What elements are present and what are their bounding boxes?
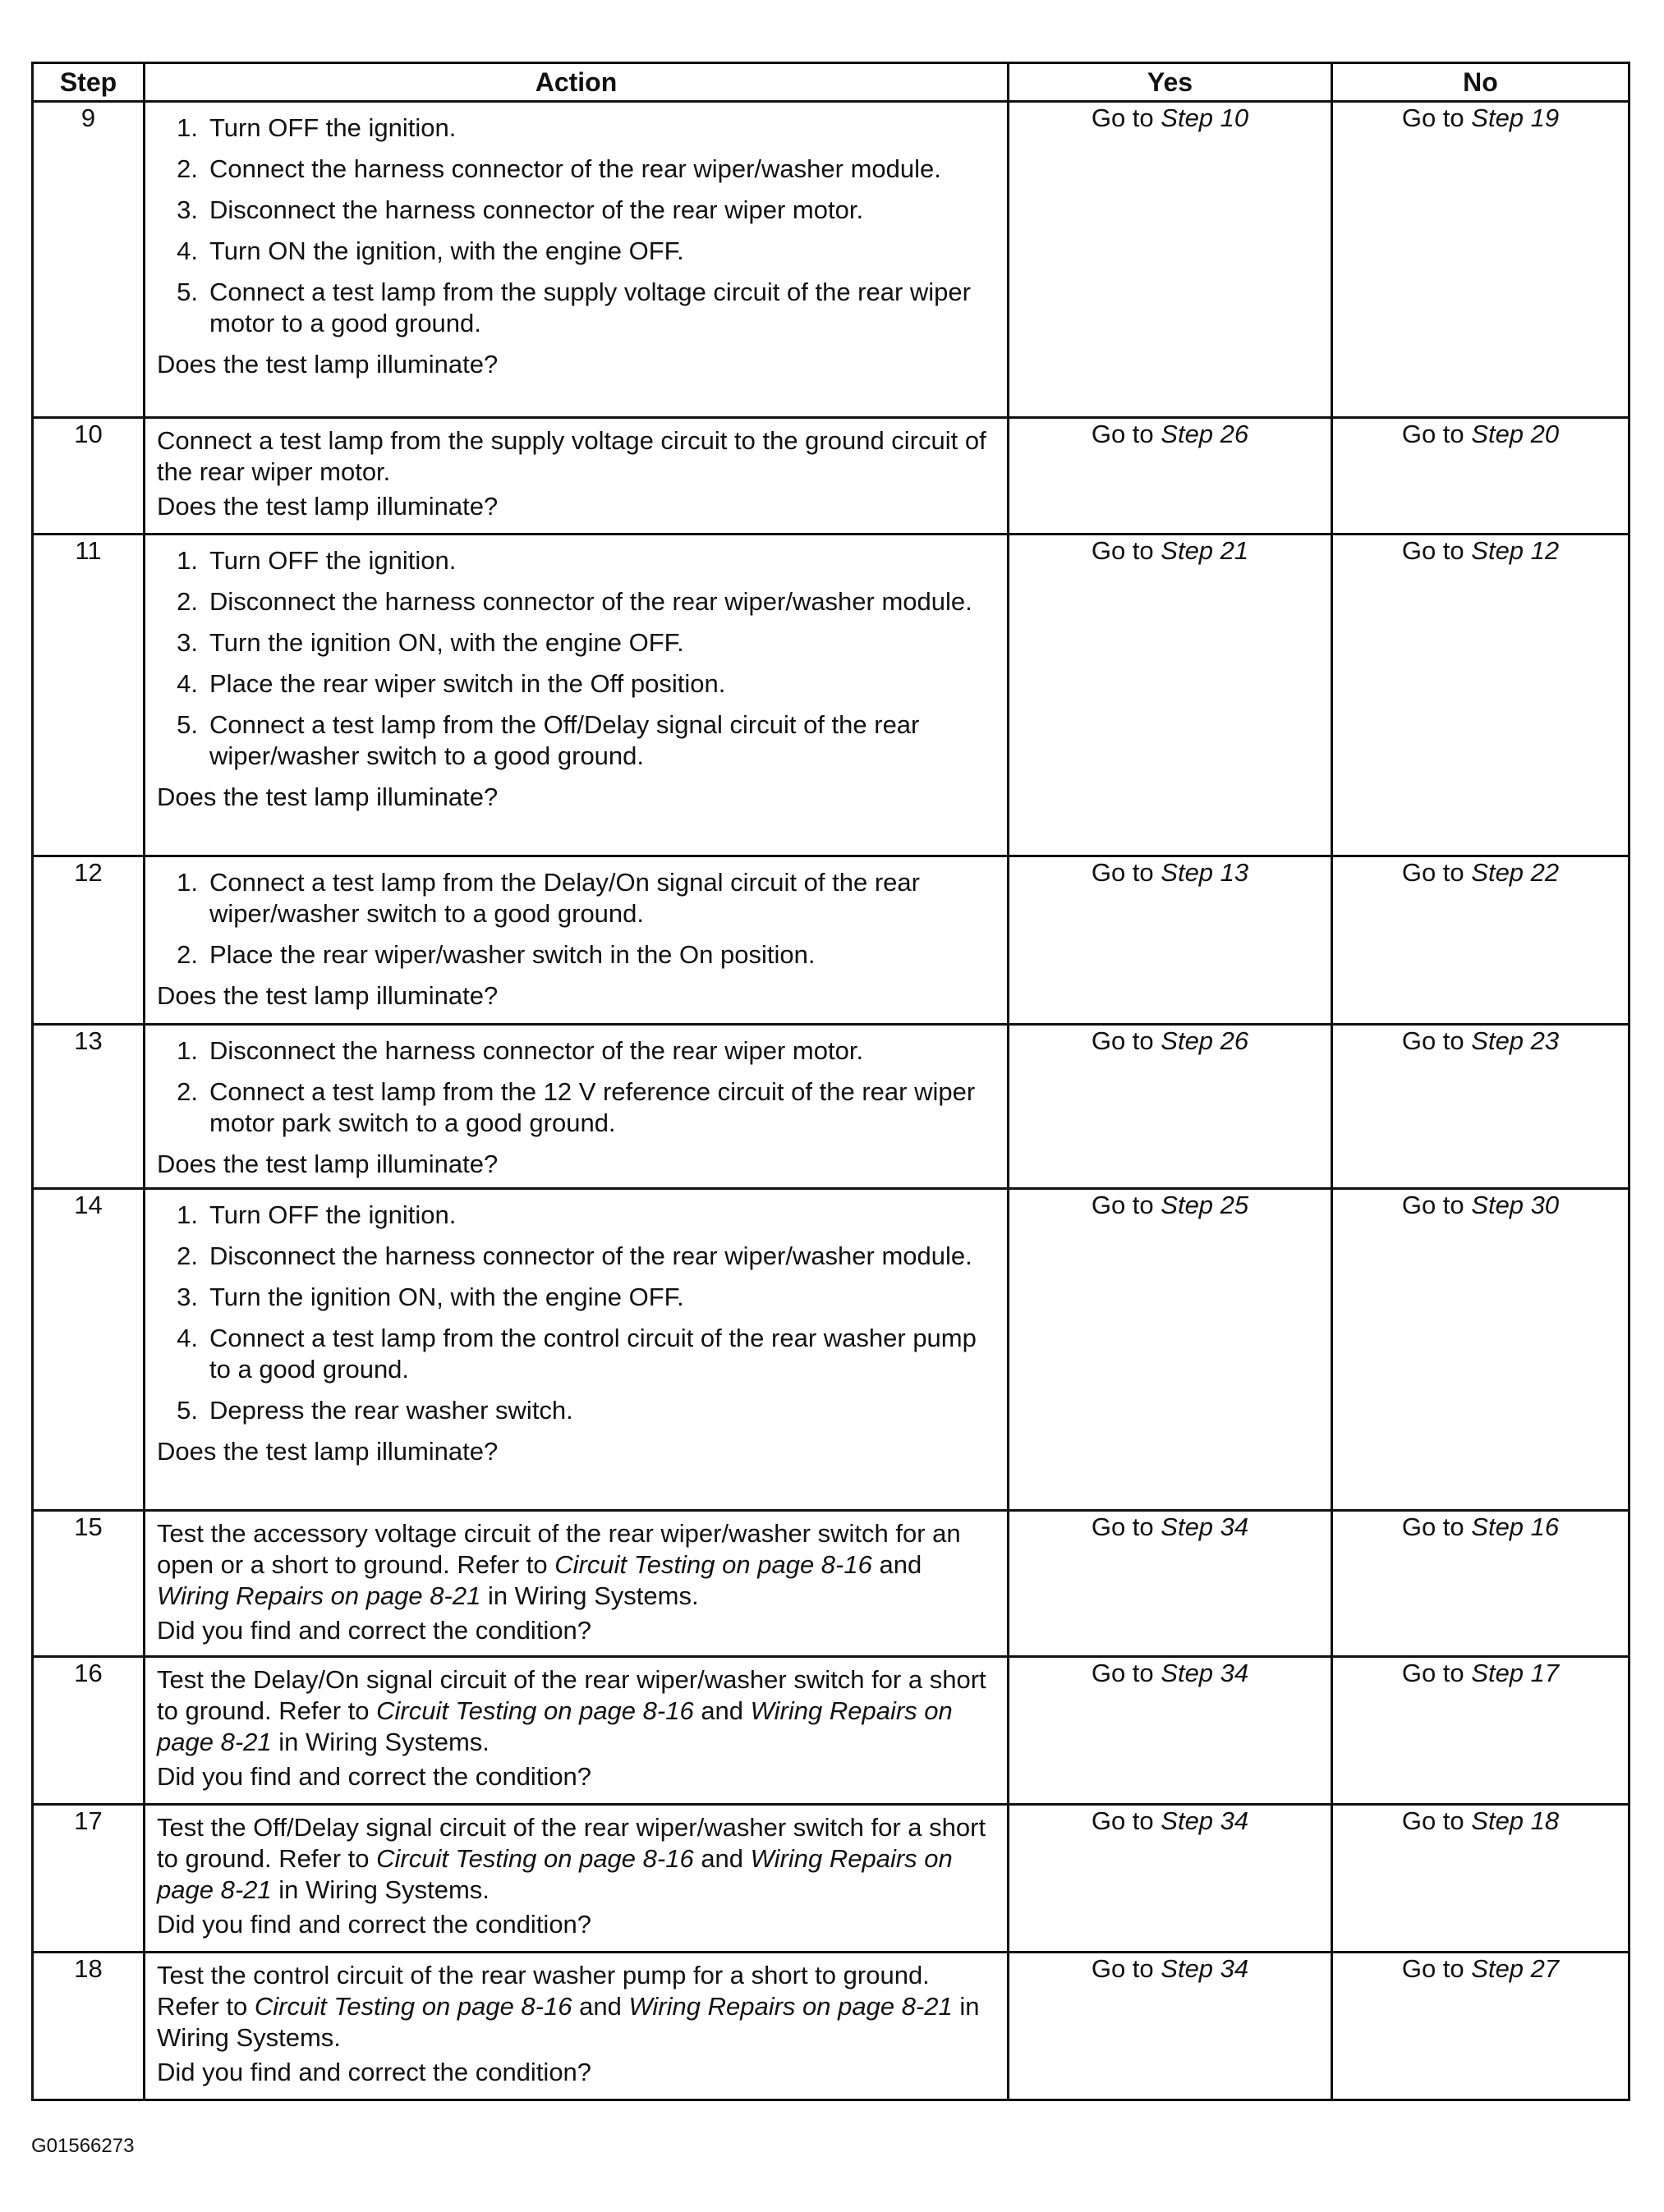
- no-prefix: Go to: [1401, 1191, 1472, 1219]
- no-prefix: Go to: [1401, 1512, 1472, 1541]
- substep-item: [157, 939, 999, 971]
- action-question: Did you find and correct the condition?: [157, 1910, 592, 1939]
- no-result: [1332, 535, 1630, 856]
- action-cell: [145, 1511, 1009, 1657]
- substep-segment: Turn OFF the ignition.: [209, 1200, 457, 1229]
- action-cell: [145, 856, 1009, 1025]
- step-number: 14: [33, 1189, 145, 1511]
- substep-item: [157, 1395, 999, 1426]
- substep-item: [157, 1076, 999, 1139]
- action-paragraph: [157, 425, 999, 488]
- header-step: Step: [33, 63, 145, 102]
- substep-segment: Disconnect the harness connector of the rear wiper/washer module.: [209, 587, 972, 616]
- substep-number: 3.: [177, 1283, 198, 1311]
- substep-list: [157, 112, 999, 339]
- yes-result: [1009, 856, 1332, 1025]
- substep-item: [157, 154, 999, 185]
- paragraph-segment: in Wiring Systems.: [480, 1581, 699, 1610]
- substep-text: [209, 1076, 999, 1139]
- no-target-step: Step 20: [1471, 420, 1560, 448]
- table-row: [33, 1511, 1630, 1657]
- substep-number: 2.: [177, 1077, 198, 1106]
- action-paragraph: [157, 1518, 999, 1612]
- substep-number: 2.: [177, 587, 198, 616]
- yes-target-step: Step 26: [1161, 420, 1249, 448]
- no-target-step: Step 16: [1471, 1512, 1560, 1541]
- substep-segment: Place the rear wiper/washer switch in the On position.: [209, 940, 816, 969]
- no-target-step: Step 30: [1471, 1191, 1560, 1219]
- substep-number: 2.: [177, 940, 198, 969]
- substep-number: 1.: [177, 546, 198, 575]
- substep-item: [157, 1241, 999, 1272]
- substep-text: [209, 545, 999, 576]
- table-row: [33, 102, 1630, 418]
- yes-target-step: Step 25: [1161, 1191, 1249, 1219]
- reference-link-text: Circuit Testing on page 8-16: [376, 1696, 694, 1725]
- figure-id: G01566273: [31, 2135, 135, 2157]
- substep-number: 2.: [177, 154, 198, 183]
- substep-segment: Turn the ignition ON, with the engine OFF.: [209, 628, 684, 657]
- no-result: [1332, 418, 1630, 535]
- substep-number: 3.: [177, 628, 198, 657]
- no-prefix: Go to: [1401, 420, 1472, 448]
- header-yes: Yes: [1009, 63, 1332, 102]
- step-number: 16: [33, 1657, 145, 1805]
- yes-result: [1009, 1805, 1332, 1953]
- substep-text: [209, 1395, 999, 1426]
- paragraph-segment: in Wiring Systems.: [271, 1875, 490, 1904]
- substep-number: 5.: [177, 278, 198, 306]
- table-row: [33, 1805, 1630, 1953]
- substep-number: 1.: [177, 1200, 198, 1229]
- substep-number: 5.: [177, 710, 198, 739]
- paragraph-segment: Test the control circuit of the rear washer pump for a short to ground. Refer to: [157, 1961, 930, 2021]
- yes-prefix: Go to: [1091, 1512, 1161, 1541]
- paragraph-segment: Test the accessory voltage circuit of the rear wiper/washer switch for an open or a short to ground. Refer to: [157, 1519, 961, 1579]
- paragraph-segment: Test the Off/Delay signal circuit of the rear wiper/washer switch for a short to ground. Refer to: [157, 1813, 986, 1873]
- yes-prefix: Go to: [1091, 1806, 1161, 1835]
- no-result: [1332, 856, 1630, 1025]
- yes-target-step: Step 34: [1161, 1806, 1249, 1835]
- no-result: [1332, 1953, 1630, 2100]
- substep-segment: Turn the ignition ON, with the engine OFF.: [209, 1283, 684, 1311]
- yes-target-step: Step 10: [1161, 103, 1249, 132]
- substep-text: [209, 195, 999, 226]
- action-cell: [145, 1657, 1009, 1805]
- substep-number: 4.: [177, 1324, 198, 1352]
- substep-segment: Disconnect the harness connector of the rear wiper/washer module.: [209, 1241, 972, 1270]
- substep-number: 4.: [177, 236, 198, 265]
- substep-text: [209, 112, 999, 144]
- no-target-step: Step 22: [1471, 858, 1560, 887]
- table-row: [33, 1025, 1630, 1189]
- substep-text: [209, 1241, 999, 1272]
- table-body: [33, 102, 1630, 2100]
- table-row: [33, 418, 1630, 535]
- substep-text: [209, 939, 999, 971]
- reference-link-text: Circuit Testing on page 8-16: [376, 1844, 694, 1873]
- no-target-step: Step 18: [1471, 1806, 1560, 1835]
- table-row: [33, 856, 1630, 1025]
- substep-segment: Depress the rear washer switch.: [209, 1396, 573, 1425]
- action-question: Does the test lamp illuminate?: [157, 350, 499, 379]
- substep-number: 3.: [177, 195, 198, 224]
- yes-target-step: Step 34: [1161, 1954, 1249, 1983]
- substep-number: 2.: [177, 1241, 198, 1270]
- no-target-step: Step 19: [1471, 103, 1560, 132]
- yes-target-step: Step 34: [1161, 1659, 1249, 1687]
- table-row: [33, 1657, 1630, 1805]
- substep-text: [209, 277, 999, 339]
- yes-prefix: Go to: [1091, 420, 1161, 448]
- substep-segment: Disconnect the harness connector of the rear wiper motor.: [209, 195, 864, 224]
- header-row: [33, 63, 1630, 102]
- reference-link-text: Wiring Repairs on page 8-21: [157, 1581, 481, 1610]
- no-target-step: Step 12: [1471, 536, 1560, 565]
- substep-segment: Connect a test lamp from the control circuit of the rear washer pump to a good ground.: [209, 1324, 977, 1384]
- reference-link-text: Wiring Repairs on page 8-21: [157, 1844, 953, 1904]
- substep-item: [157, 1323, 999, 1385]
- action-question: Did you find and correct the condition?: [157, 1762, 592, 1791]
- step-number: 17: [33, 1805, 145, 1953]
- yes-prefix: Go to: [1091, 858, 1161, 887]
- diagnostic-table-container: [31, 62, 1628, 2101]
- diagnostic-table: [31, 62, 1630, 2101]
- yes-prefix: Go to: [1091, 1026, 1161, 1055]
- substep-segment: Turn OFF the ignition.: [209, 546, 457, 575]
- action-cell: [145, 1189, 1009, 1511]
- action-cell: [145, 1953, 1009, 2100]
- no-result: [1332, 1189, 1630, 1511]
- substep-number: 4.: [177, 669, 198, 698]
- yes-prefix: Go to: [1091, 103, 1161, 132]
- substep-text: [209, 586, 999, 617]
- substep-item: [157, 1282, 999, 1313]
- no-result: [1332, 1657, 1630, 1805]
- substep-item: [157, 277, 999, 339]
- substep-item: [157, 709, 999, 772]
- action-cell: [145, 535, 1009, 856]
- substep-segment: Disconnect the harness connector of the rear wiper motor.: [209, 1036, 864, 1065]
- no-result: [1332, 1025, 1630, 1189]
- reference-link-text: Wiring Repairs on page 8-21: [628, 1992, 953, 2021]
- substep-text: [209, 236, 999, 267]
- yes-prefix: Go to: [1091, 1191, 1161, 1219]
- substep-segment: Turn ON the ignition, with the engine OFF.: [209, 236, 684, 265]
- action-paragraph: [157, 1664, 999, 1758]
- no-prefix: Go to: [1401, 1026, 1472, 1055]
- yes-result: [1009, 418, 1332, 535]
- step-number: 10: [33, 418, 145, 535]
- yes-target-step: Step 21: [1161, 536, 1249, 565]
- header-no: No: [1332, 63, 1630, 102]
- no-target-step: Step 27: [1471, 1954, 1560, 1983]
- action-question: Does the test lamp illuminate?: [157, 1437, 499, 1466]
- paragraph-segment: in Wiring Systems.: [157, 1992, 980, 2052]
- reference-link-text: Wiring Repairs on page 8-21: [157, 1696, 953, 1756]
- substep-segment: Place the rear wiper switch in the Off position.: [209, 669, 726, 698]
- paragraph-segment: Connect a test lamp from the supply voltage circuit to the ground circuit of the rear wiper motor.: [157, 426, 986, 486]
- substep-segment: Connect a test lamp from the Delay/On signal circuit of the rear wiper/washer switch to a good ground.: [209, 868, 920, 928]
- paragraph-segment: Test the Delay/On signal circuit of the rear wiper/washer switch for a short to ground. Refer to: [157, 1665, 986, 1725]
- step-number: 15: [33, 1511, 145, 1657]
- substep-item: [157, 236, 999, 267]
- substep-text: [209, 867, 999, 929]
- substep-item: [157, 545, 999, 576]
- yes-prefix: Go to: [1091, 536, 1161, 565]
- no-target-step: Step 23: [1471, 1026, 1560, 1055]
- no-prefix: Go to: [1401, 1806, 1472, 1835]
- table-row: [33, 1189, 1630, 1511]
- yes-result: [1009, 1189, 1332, 1511]
- step-number: 11: [33, 535, 145, 856]
- substep-item: [157, 668, 999, 700]
- substep-number: 5.: [177, 1396, 198, 1425]
- step-number: 12: [33, 856, 145, 1025]
- substep-text: [209, 1323, 999, 1385]
- paragraph-segment: and: [693, 1844, 751, 1873]
- table-row: [33, 1953, 1630, 2100]
- action-cell: [145, 1805, 1009, 1953]
- no-prefix: Go to: [1401, 1659, 1472, 1687]
- substep-segment: Connect a test lamp from the supply voltage circuit of the rear wiper motor to a good ground.: [209, 278, 971, 337]
- substep-item: [157, 1200, 999, 1231]
- substep-segment: Connect the harness connector of the rear wiper/washer module.: [209, 154, 941, 183]
- action-cell: [145, 1025, 1009, 1189]
- substep-segment: Turn OFF the ignition.: [209, 113, 457, 142]
- paragraph-segment: in Wiring Systems.: [271, 1728, 490, 1756]
- substep-segment: Connect a test lamp from the 12 V reference circuit of the rear wiper motor park switch to a good ground.: [209, 1077, 976, 1137]
- step-number: 9: [33, 102, 145, 418]
- table-row: [33, 535, 1630, 856]
- substep-item: [157, 195, 999, 226]
- substep-item: [157, 1035, 999, 1067]
- no-prefix: Go to: [1401, 536, 1472, 565]
- action-question: Did you find and correct the condition?: [157, 1616, 592, 1645]
- yes-result: [1009, 1953, 1332, 2100]
- substep-item: [157, 627, 999, 659]
- substep-list: [157, 1200, 999, 1426]
- yes-result: [1009, 1657, 1332, 1805]
- substep-text: [209, 1200, 999, 1231]
- substep-text: [209, 709, 999, 772]
- action-question: Does the test lamp illuminate?: [157, 492, 499, 521]
- substep-segment: Connect a test lamp from the Off/Delay signal circuit of the rear wiper/washer switch to a good ground.: [209, 710, 920, 770]
- substep-text: [209, 627, 999, 659]
- substep-text: [209, 1282, 999, 1313]
- step-number: 18: [33, 1953, 145, 2100]
- substep-list: [157, 545, 999, 772]
- action-question: Did you find and correct the condition?: [157, 2058, 592, 2086]
- paragraph-segment: and: [572, 1992, 629, 2021]
- no-prefix: Go to: [1401, 1954, 1472, 1983]
- action-paragraph: [157, 1960, 999, 2054]
- action-question: Does the test lamp illuminate?: [157, 981, 499, 1010]
- no-result: [1332, 1805, 1630, 1953]
- yes-target-step: Step 26: [1161, 1026, 1249, 1055]
- paragraph-segment: and: [693, 1696, 751, 1725]
- no-result: [1332, 1511, 1630, 1657]
- action-cell: [145, 102, 1009, 418]
- yes-prefix: Go to: [1091, 1659, 1161, 1687]
- no-result: [1332, 102, 1630, 418]
- header-action: Action: [145, 63, 1009, 102]
- substep-number: 1.: [177, 1036, 198, 1065]
- action-question: Does the test lamp illuminate?: [157, 1150, 499, 1178]
- substep-number: 1.: [177, 868, 198, 897]
- yes-target-step: Step 34: [1161, 1512, 1249, 1541]
- yes-prefix: Go to: [1091, 1954, 1161, 1983]
- reference-link-text: Circuit Testing on page 8-16: [554, 1550, 872, 1579]
- substep-item: [157, 586, 999, 617]
- no-target-step: Step 17: [1471, 1659, 1560, 1687]
- no-prefix: Go to: [1401, 103, 1472, 132]
- yes-result: [1009, 1025, 1332, 1189]
- substep-text: [209, 668, 999, 700]
- yes-result: [1009, 102, 1332, 418]
- action-question: Does the test lamp illuminate?: [157, 782, 499, 811]
- substep-text: [209, 1035, 999, 1067]
- action-paragraph: [157, 1812, 999, 1906]
- yes-result: [1009, 535, 1332, 856]
- substep-list: [157, 1035, 999, 1139]
- paragraph-segment: and: [871, 1550, 922, 1579]
- yes-result: [1009, 1511, 1332, 1657]
- action-cell: [145, 418, 1009, 535]
- substep-item: [157, 112, 999, 144]
- substep-number: 1.: [177, 113, 198, 142]
- substep-list: [157, 867, 999, 971]
- yes-target-step: Step 13: [1161, 858, 1249, 887]
- reference-link-text: Circuit Testing on page 8-16: [254, 1992, 572, 2021]
- substep-item: [157, 867, 999, 929]
- substep-text: [209, 154, 999, 185]
- step-number: 13: [33, 1025, 145, 1189]
- no-prefix: Go to: [1401, 858, 1472, 887]
